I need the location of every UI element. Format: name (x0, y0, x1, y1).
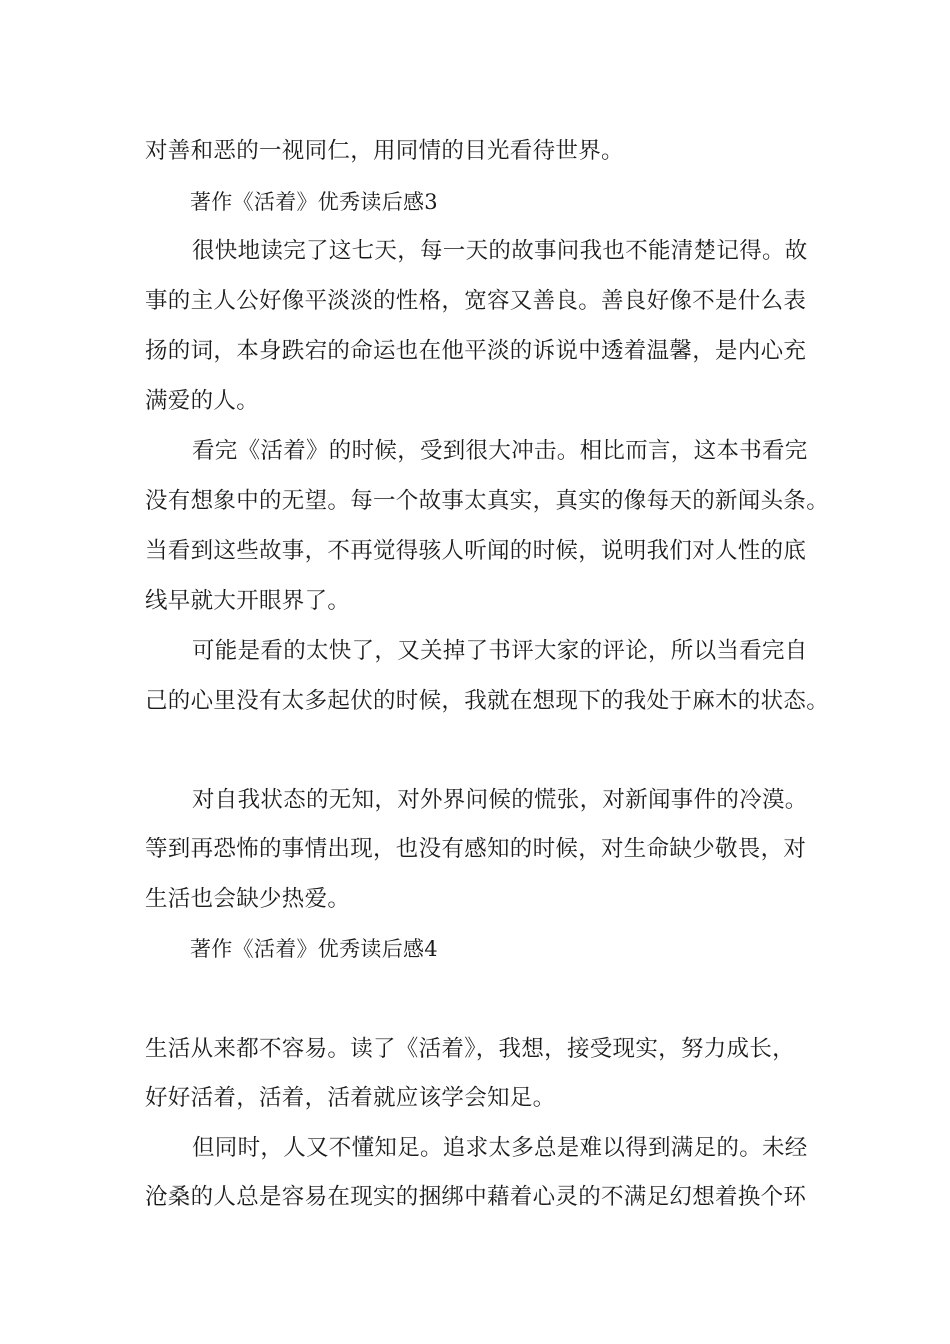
section-heading: 著作《活着》优秀读后感3 (190, 190, 438, 214)
text-line: 满爱的人。 (145, 388, 260, 414)
text-line: 等到再恐怖的事情出现，也没有感知的时候，对生命缺少敬畏，对 (145, 836, 807, 862)
text-line: 沧桑的人总是容易在现实的捆绑中藉着心灵的不满足幻想着换个环 (145, 1184, 807, 1210)
text-line: 但同时，人又不懂知足。追求太多总是难以得到满足的。未经 (192, 1135, 808, 1161)
text-line: 当看到这些故事，不再觉得骇人听闻的时候，说明我们对人性的底 (145, 538, 807, 564)
text-line: 对善和恶的一视同仁，用同情的目光看待世界。 (145, 138, 624, 164)
text-line: 没有想象中的无望。每一个故事太真实，真实的像每天的新闻头条。 (145, 488, 830, 514)
text-line: 生活也会缺少热爱。 (145, 886, 351, 912)
text-line: 好好活着，活着，活着就应该学会知足。 (145, 1085, 556, 1111)
section-heading: 著作《活着》优秀读后感4 (190, 937, 438, 961)
text-line: 己的心里没有太多起伏的时候，我就在想现下的我处于麻木的状态。 (145, 688, 830, 714)
text-line: 线早就大开眼界了。 (145, 588, 351, 614)
text-line: 看完《活着》的时候，受到很大冲击。相比而言，这本书看完 (192, 438, 808, 464)
text-line: 扬的词，本身跌宕的命运也在他平淡的诉说中透着温馨，是内心充 (145, 338, 807, 364)
text-line: 可能是看的太快了，又关掉了书评大家的评论，所以当看完自 (192, 638, 808, 664)
text-line: 很快地读完了这七天，每一天的故事问我也不能清楚记得。故 (192, 238, 808, 264)
text-line: 生活从来都不容易。读了《活着》，我想，接受现实，努力成长， (145, 1036, 795, 1062)
text-line: 对自我状态的无知，对外界问候的慌张，对新闻事件的冷漠。 (192, 787, 808, 813)
text-line: 事的主人公好像平淡淡的性格，宽容又善良。善良好像不是什么表 (145, 288, 807, 314)
